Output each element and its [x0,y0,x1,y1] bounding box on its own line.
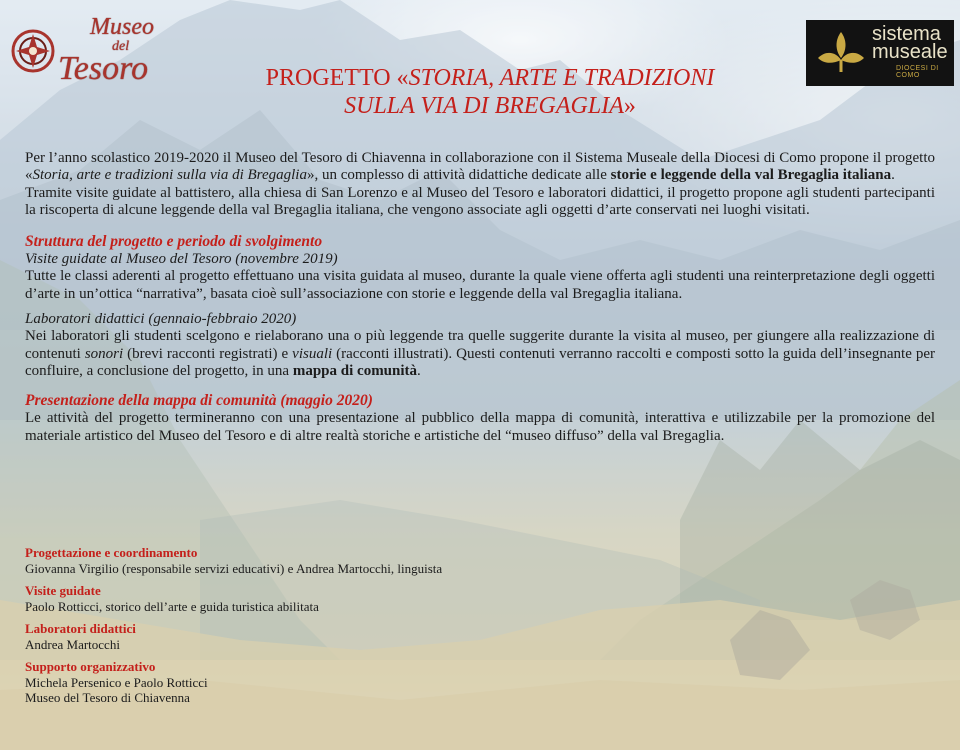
credit-heading: Laboratori didattici [25,621,136,636]
title-line2 [170,92,810,120]
credit-block [25,583,545,614]
credit-line: Michela Persenico e Paolo Rotticci [25,674,208,690]
credit-heading: Progettazione e coordinamento [25,545,198,560]
credit-heading: Visite guidate [25,583,101,598]
labs-paragraph: Nei laboratori gli studenti scelgono e rielaborano una o più leggende tra quelle suggerite durante la visita al museo, per giungere alla realizzazione di contenuti sonori (brevi racconti registrati) e visuali (racconti illustrati). Questi contenuti verranno raccolti e composti sotto la guida dell’insegnante per confluire, a conclusione del progetto, in una mappa di comunità. [25,328,935,379]
main-content [25,150,935,445]
labs-subheading: Laboratori didattici (gennaio-febbraio 2020) [25,311,297,328]
title-suffix: » [623,93,636,119]
museum-emblem-icon [10,28,56,74]
intro-paragraph-2: Tramite visite guidate al battistero, alla chiesa di San Lorenzo e al Museo del Tesoro e laboratori didattici, il progetto propone agli studenti partecipanti la riscoperta di alcune leggende della val Bregaglia italiana, che vengono associate agli oggetti d’arte conservati nei luoghi visitati. [25,184,935,218]
museum-logo-line2: del [112,39,130,54]
sistema-logo-line2: museale [872,41,948,63]
museo-del-tesoro-logo [8,14,158,87]
title-prefix: PROGETTO « [265,65,409,91]
credit-line: Paolo Rotticci, storico dell’arte e guida turistica abilitata [25,598,319,614]
visits-subheading: Visite guidate al Museo del Tesoro (novembre 2019) [25,251,338,268]
section-heading-presentation: Presentazione della mappa di comunità (maggio 2020) [25,392,373,410]
credits [25,545,545,713]
sistema-logo-line3: DIOCESI DI COMO [896,65,939,79]
credit-line: Andrea Martocchi [25,636,120,652]
visits-paragraph: Tutte le classi aderenti al progetto effettuano una visita guidata al museo, durante la quale viene offerta agli studenti una reinterpretazione degli oggetti d’arte in un’ottica “narrativa”, basata cioè sull’associazione con storie e leggende della val Bregaglia italiana. [25,268,935,302]
sistema-logo-line1: sistema [872,23,941,45]
credit-block [25,545,545,576]
credit-heading: Supporto organizzativo [25,659,156,674]
section-heading-structure: Struttura del progetto e periodo di svolgimento [25,233,323,251]
museum-logo-line3: Tesoro [58,50,149,87]
credit-line: Museo del Tesoro di Chiavenna [25,690,190,705]
sistema-museale-emblem-icon [812,28,870,76]
credit-line: Giovanna Virgilio (responsabile servizi educativi) e Andrea Martocchi, linguista [25,560,443,576]
title-line1 [170,64,810,92]
intro-paragraph-1: Per l’anno scolastico 2019-2020 il Museo del Tesoro di Chiavenna in collaborazione con il Sistema Museale della Diocesi di Como propone il progetto «Storia, arte e tradizioni sulla via di Bregaglia», un complesso di attività didattiche dedicate alle storie e leggende della val Bregaglia italiana. [25,150,935,184]
sistema-museale-logo [806,20,954,86]
museum-logo-line1: Museo [90,14,154,40]
credit-block [25,659,545,706]
presentation-paragraph: Le attività del progetto termineranno con una presentazione al pubblico della mappa di comunità, interattiva e utilizzabile per la promozione del materiale artistico del Museo del Tesoro e di altre realtà storiche e artistiche del “museo diffuso” della val Bregaglia. [25,410,935,444]
credit-block [25,621,545,652]
title-italic-1: STORIA, ARTE E TRADIZIONI [408,65,715,91]
title-italic-2: SULLA VIA DI BREGAGLIA [344,93,624,119]
